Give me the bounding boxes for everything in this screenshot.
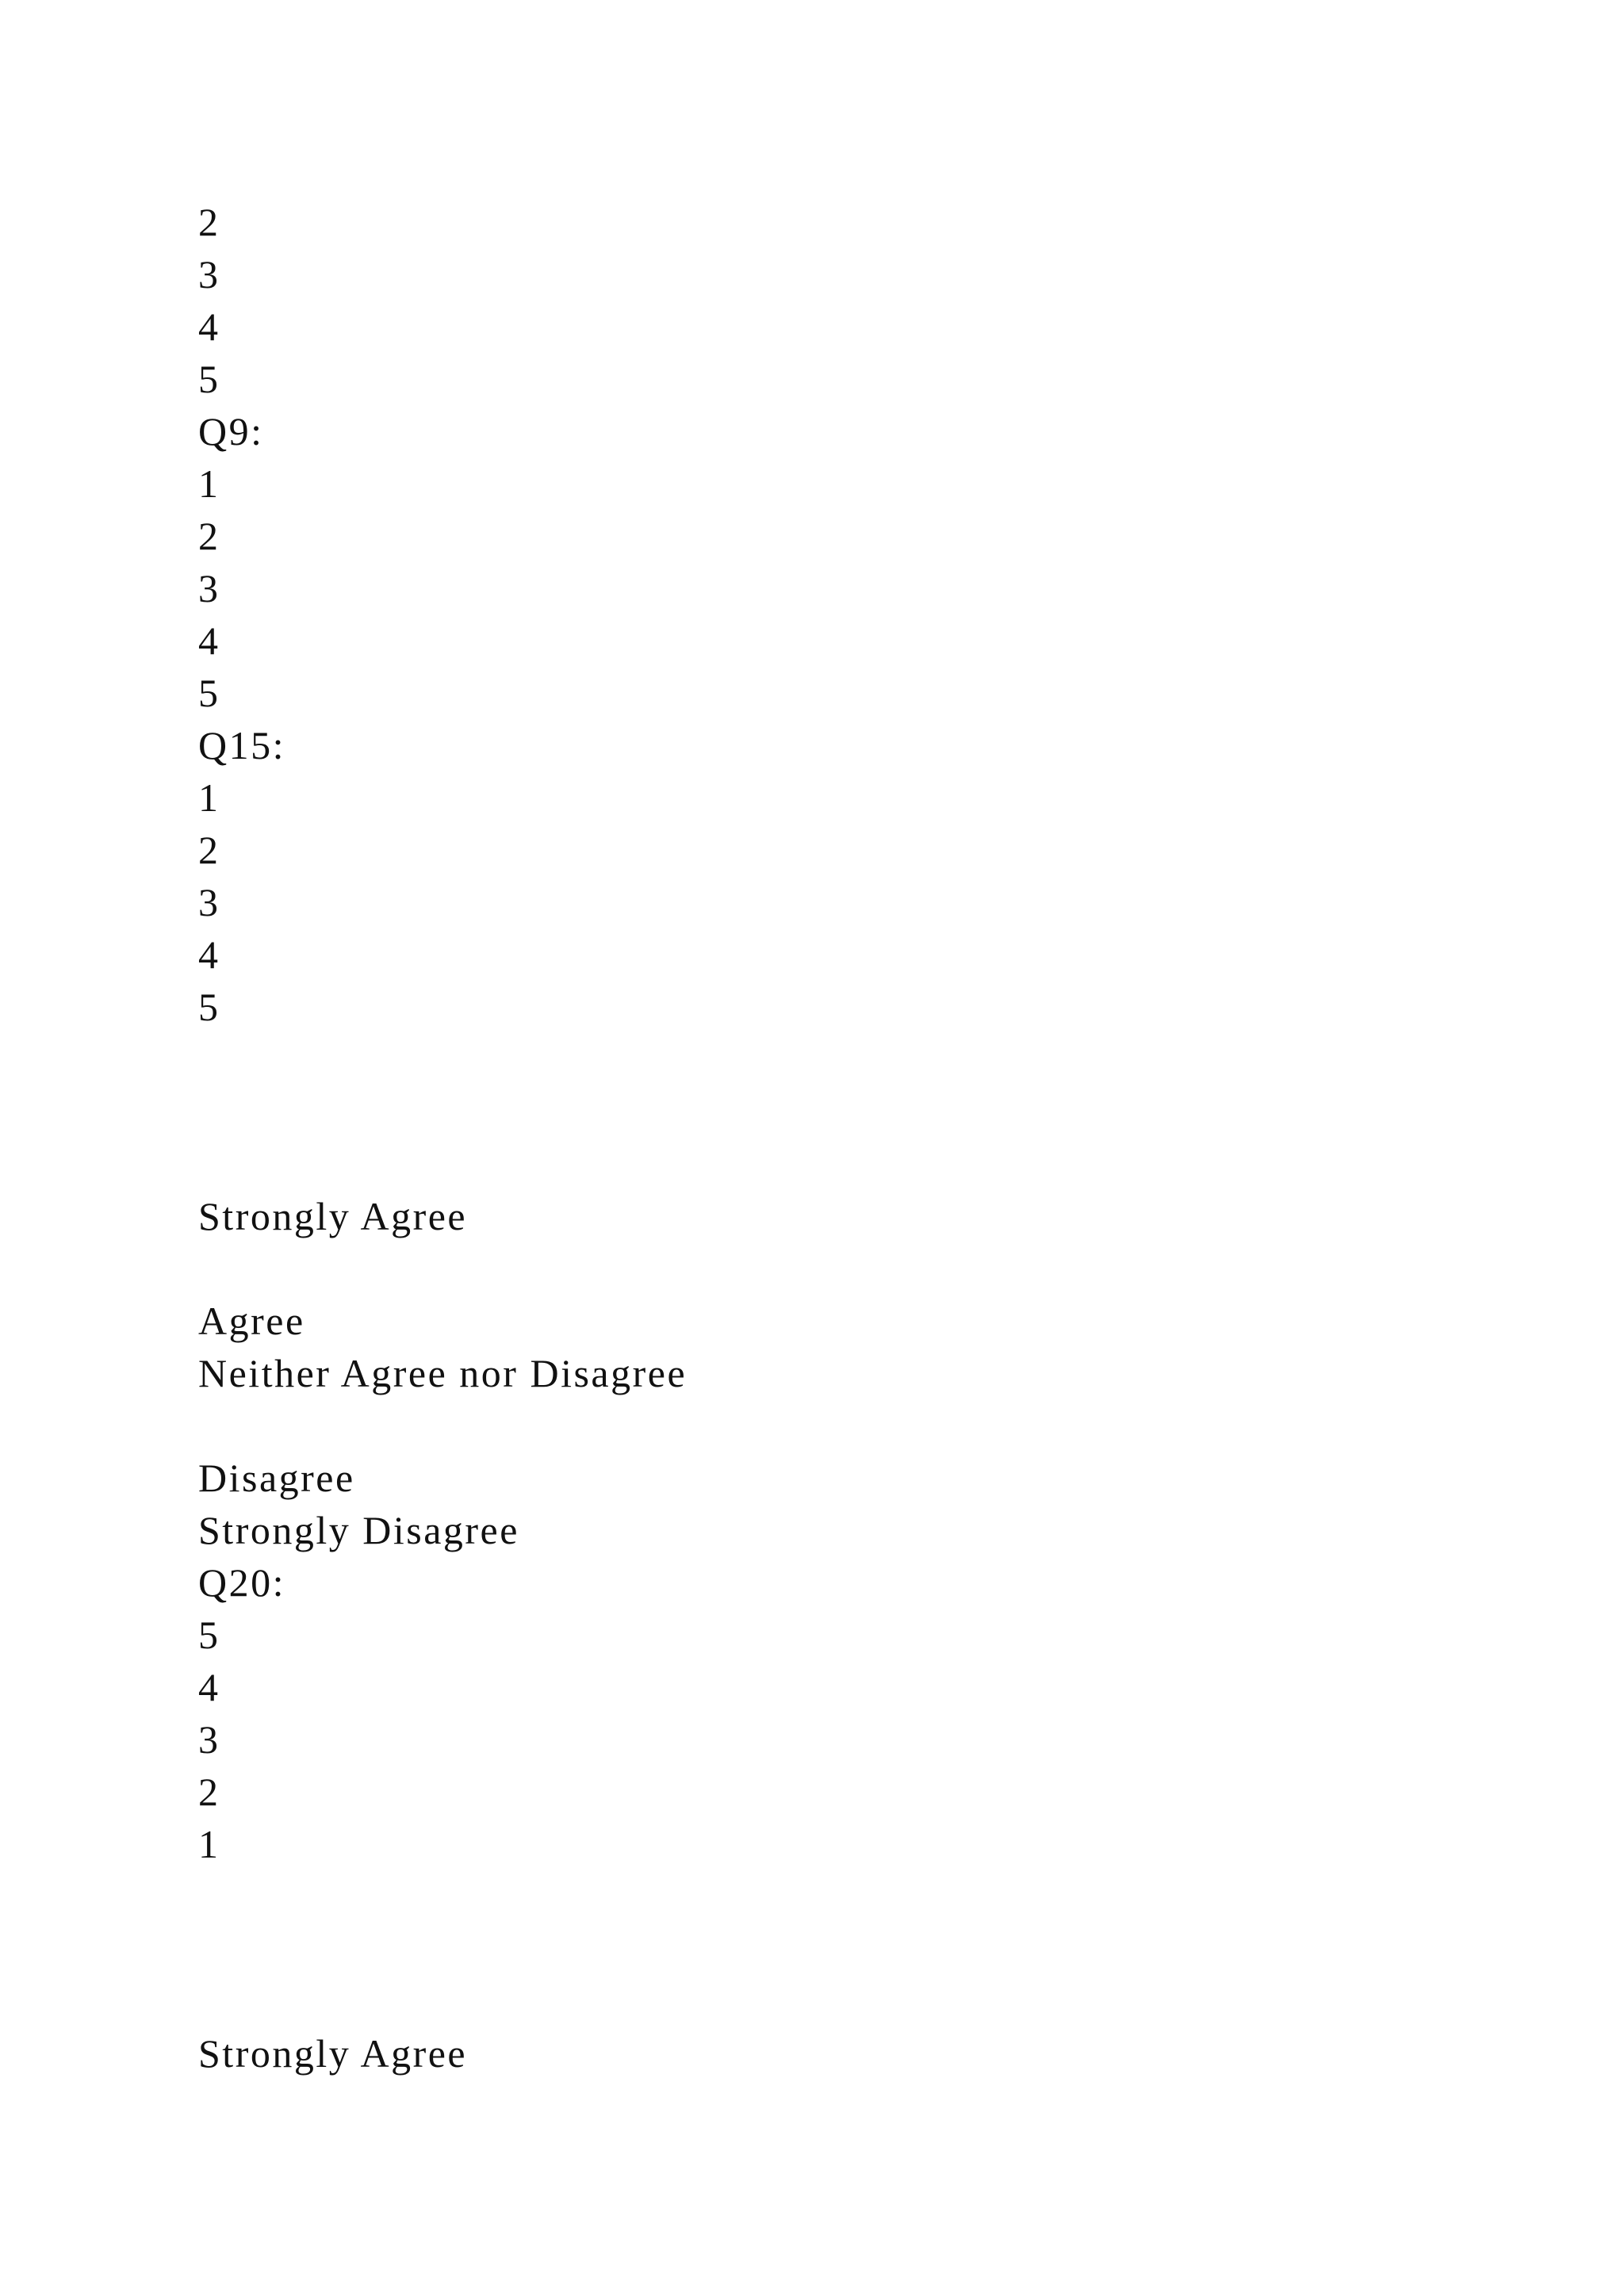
question-label: Q15: bbox=[198, 723, 285, 767]
scale-value: 2 bbox=[198, 1770, 220, 1814]
blank-line bbox=[198, 1085, 687, 1138]
scale-value: 3 bbox=[198, 1717, 220, 1762]
response-option-label: Agree bbox=[198, 1299, 305, 1343]
document-page bbox=[198, 196, 687, 2080]
blank-line bbox=[198, 1923, 687, 1975]
scale-value: 5 bbox=[198, 357, 220, 401]
scale-value: 5 bbox=[198, 671, 220, 715]
response-option-label: Strongly Agree bbox=[198, 1194, 468, 1238]
blank-line bbox=[198, 1138, 687, 1190]
scale-value: 2 bbox=[198, 828, 220, 872]
scale-value: 1 bbox=[198, 1822, 220, 1866]
scale-value: 4 bbox=[198, 932, 220, 977]
scale-value: 3 bbox=[198, 880, 220, 924]
blank-line bbox=[198, 1975, 687, 2027]
scale-value: 3 bbox=[198, 566, 220, 610]
response-option-label: Strongly Disagree bbox=[198, 1508, 519, 1552]
question-label: Q20: bbox=[198, 1560, 285, 1605]
scale-value: 5 bbox=[198, 985, 220, 1029]
blank-line bbox=[198, 1870, 687, 1923]
response-option-label: Neither Agree nor Disagree bbox=[198, 1351, 688, 1395]
scale-value: 2 bbox=[198, 514, 220, 558]
question-label: Q9: bbox=[198, 409, 264, 453]
response-option-label: Strongly Agree bbox=[198, 2031, 468, 2076]
scale-value: 3 bbox=[198, 252, 220, 297]
scale-value: 4 bbox=[198, 304, 220, 349]
blank-line bbox=[198, 1399, 687, 1452]
scale-value: 4 bbox=[198, 1665, 220, 1709]
scale-value: 4 bbox=[198, 618, 220, 663]
scale-value: 1 bbox=[198, 461, 220, 506]
response-option-label: Disagree bbox=[198, 1456, 355, 1500]
blank-line bbox=[198, 1242, 687, 1295]
scale-value: 5 bbox=[198, 1613, 220, 1657]
scale-value: 1 bbox=[198, 775, 220, 820]
blank-line bbox=[198, 1033, 687, 1085]
scale-value: 2 bbox=[198, 200, 220, 244]
